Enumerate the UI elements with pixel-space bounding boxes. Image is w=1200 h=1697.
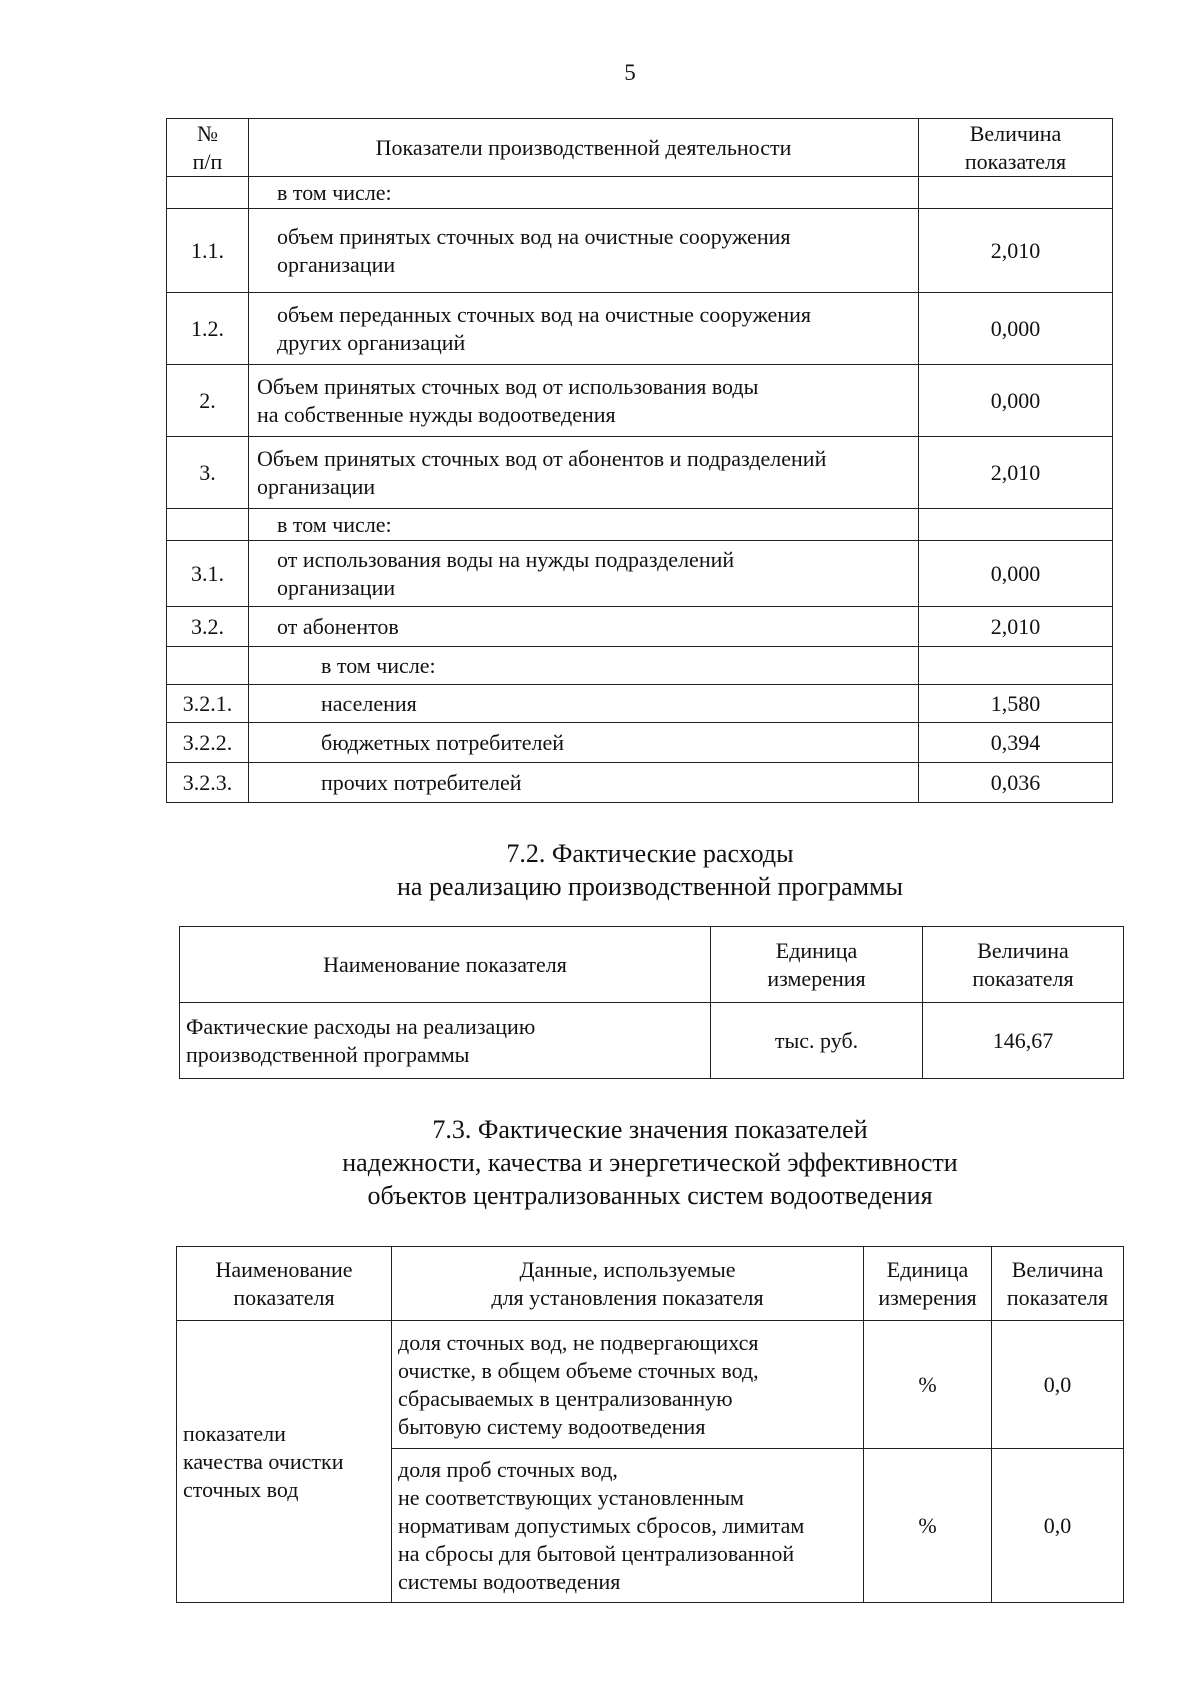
table-row [167, 763, 1113, 803]
page-number: 5 [624, 60, 636, 85]
table-row [167, 541, 1113, 607]
header-num: № п/п [167, 119, 249, 177]
table-row [167, 685, 1113, 723]
row-label: бюджетных потребителей [249, 723, 919, 763]
row-label: в том числе: [249, 647, 919, 685]
row-label: в том числе: [249, 177, 919, 209]
section-72-title-line1: 7.2. Фактические расходы [506, 839, 794, 868]
row-value: 0,036 [919, 763, 1113, 803]
row-data: доля проб сточных вод, не соответствующих установленным нормативам допустимых сбросов, лимитам на сбросы для бытовой централизованной системы водоотведения [392, 1449, 864, 1603]
header-value: Величина показателя [923, 927, 1124, 1003]
row-num: 3. [167, 437, 249, 509]
row-value: 0,000 [919, 293, 1113, 365]
group-name: показатели качества очистки сточных вод [177, 1321, 392, 1603]
row-value [919, 509, 1113, 541]
header-name: Наименование показателя [180, 927, 711, 1003]
table-row [180, 1003, 1124, 1079]
row-value: 2,010 [919, 607, 1113, 647]
row-num: 1.2. [167, 293, 249, 365]
table-row [167, 723, 1113, 763]
section-72-title-line2: на реализацию производственной программы [396, 872, 903, 901]
table-row [167, 509, 1113, 541]
section-73-heading [0, 1113, 1200, 1212]
row-value: 2,010 [919, 437, 1113, 509]
section-73-title-line1: 7.3. Фактические значения показателей [432, 1115, 868, 1144]
expense-name: Фактические расходы на реализацию производственной программы [180, 1003, 711, 1079]
table-row [167, 177, 1113, 209]
header-indicator: Показатели производственной деятельности [249, 119, 919, 177]
table-header-row [180, 927, 1124, 1003]
row-num [167, 177, 249, 209]
row-unit: % [864, 1321, 992, 1449]
table-row [167, 647, 1113, 685]
section-73-title-line2: надежности, качества и энергетической эффективности [342, 1148, 958, 1177]
row-num: 3.2. [167, 607, 249, 647]
table-row [167, 437, 1113, 509]
production-indicators-table [166, 118, 1113, 803]
row-value: 0,0 [992, 1321, 1124, 1449]
row-num: 2. [167, 365, 249, 437]
table-row [167, 607, 1113, 647]
row-num: 3.2.3. [167, 763, 249, 803]
row-value [919, 647, 1113, 685]
header-unit: Единица измерения [711, 927, 923, 1003]
row-value: 0,0 [992, 1449, 1124, 1603]
table-row [177, 1321, 1124, 1449]
row-value [919, 177, 1113, 209]
table-header-row [177, 1247, 1124, 1321]
row-label: Объем принятых сточных вод от использования воды на собственные нужды водоотведения [249, 365, 919, 437]
row-num: 3.1. [167, 541, 249, 607]
header-value: Величина показателя [919, 119, 1113, 177]
row-num: 3.2.1. [167, 685, 249, 723]
row-label: прочих потребителей [249, 763, 919, 803]
table-row [167, 209, 1113, 293]
row-label: объем принятых сточных вод на очистные сооружения организации [249, 209, 919, 293]
row-value: 0,394 [919, 723, 1113, 763]
row-unit: % [864, 1449, 992, 1603]
header-data: Данные, используемые для установления показателя [392, 1247, 864, 1321]
expenses-table [179, 926, 1124, 1079]
expense-value: 146,67 [923, 1003, 1124, 1079]
row-label: в том числе: [249, 509, 919, 541]
row-num [167, 647, 249, 685]
row-label: населения [249, 685, 919, 723]
row-label: от использования воды на нужды подразделений организации [249, 541, 919, 607]
section-73-title-line3: объектов централизованных систем водоотведения [367, 1181, 933, 1210]
row-label: объем переданных сточных вод на очистные сооружения других организаций [249, 293, 919, 365]
header-name: Наименование показателя [177, 1247, 392, 1321]
row-data: доля сточных вод, не подвергающихся очистке, в общем объеме сточных вод, сбрасываемых в централизованную бытовую систему водоотведения [392, 1321, 864, 1449]
row-value: 0,000 [919, 365, 1113, 437]
row-num: 1.1. [167, 209, 249, 293]
section-72-heading [0, 837, 1200, 903]
table-row [167, 293, 1113, 365]
row-value: 2,010 [919, 209, 1113, 293]
quality-indicators-table [176, 1246, 1124, 1603]
header-value: Величина показателя [992, 1247, 1124, 1321]
row-value: 1,580 [919, 685, 1113, 723]
row-num [167, 509, 249, 541]
row-value: 0,000 [919, 541, 1113, 607]
row-label: от абонентов [249, 607, 919, 647]
expense-unit: тыс. руб. [711, 1003, 923, 1079]
row-label: Объем принятых сточных вод от абонентов и подразделений организации [249, 437, 919, 509]
table-header-row [167, 119, 1113, 177]
header-unit: Единица измерения [864, 1247, 992, 1321]
table-row [167, 365, 1113, 437]
row-num: 3.2.2. [167, 723, 249, 763]
